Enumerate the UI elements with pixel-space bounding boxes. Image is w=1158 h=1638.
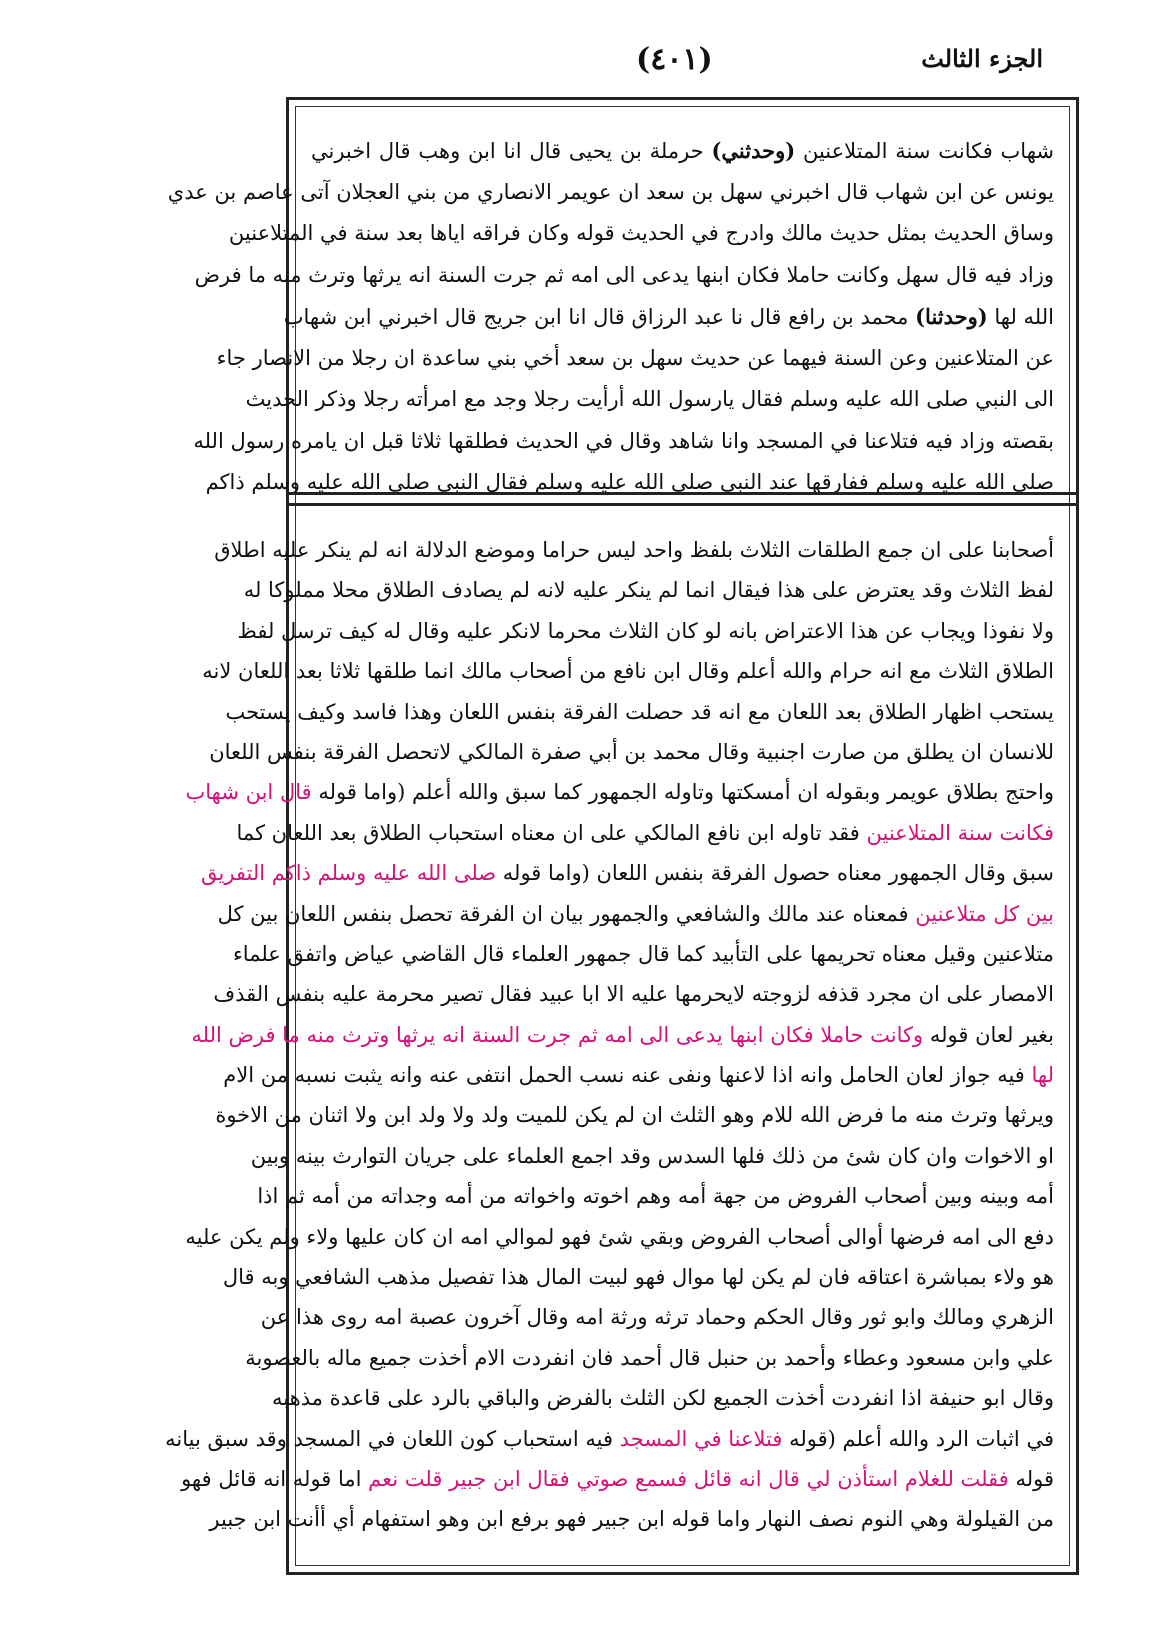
matn-line	[228, 213, 1054, 255]
sharh-line	[260, 1297, 1054, 1337]
sharh-line	[209, 1499, 1054, 1539]
text-run: الطلاق الثلاث مع انه حرام والله أعلم وقال ابن نافع من أصحاب مالك انما طلقها ثلاثا بعد اللعان لانه	[202, 659, 1054, 684]
sharh-line	[165, 1419, 1054, 1459]
sharh-line	[209, 732, 1054, 772]
matn-line	[193, 421, 1054, 463]
sharh-line	[232, 934, 1054, 974]
text-run: للانسان ان يطلق من صارت اجنبية وقال محمد بن أبي صفرة المالكي لاتحصل الفرقة بنفس اللعان	[209, 739, 1054, 764]
text-run: دفع الى امه فرضها أوالى أصحاب الفروض وبقي شئ فهو لموالي امه ان كان عليها ولاء ولم يكن عليه	[185, 1224, 1054, 1249]
text-run: فيه جواز لعان الحامل وانه اذا لاعنها ونفى عنه نسب الحمل انتفى عنه وانه يثبت نسبه من الام	[223, 1063, 1032, 1088]
sharh-line	[191, 1015, 1054, 1055]
matn-line	[245, 379, 1054, 421]
sharh-line	[243, 570, 1054, 610]
quoted-hadith-text: قال ابن شهاب	[185, 780, 312, 805]
matn-line	[283, 296, 1054, 338]
sharh-line	[181, 1459, 1054, 1499]
narration-marker: (وحدثنا)	[915, 304, 988, 329]
text-run: الزهري ومالك وابو ثور وقال الحكم وحماد ترثه ورثة امه وقال آخرون عصبة امه روى هذا عن	[260, 1305, 1054, 1330]
text-run: متلاعنين وقيل معناه تحريمها على التأبيد كما قال جمهور العلماء قال القاضي عياض واتفق علماء	[232, 941, 1054, 966]
text-run: بقصته وزاد فيه فتلاعنا في المسجد وانا شاهد وقال في الحديث فطلقها ثلاثا قبل ان يامره رسول الله	[193, 428, 1054, 453]
sharh-line	[214, 530, 1054, 570]
part-title: الجزء الثالث	[921, 44, 1043, 73]
text-run: فيه استحباب كون اللعان في المسجد وقد سبق بيانه	[165, 1426, 620, 1451]
text-run: فقد تاوله ابن نافع المالكي على ان معناه استحباب الطلاق بعد اللعان كما	[236, 820, 867, 845]
sharh-line	[222, 1257, 1054, 1297]
text-run: الى النبي صلى الله عليه وسلم فقال يارسول الله أرأيت رجلا وجد مع امرأته رجلا وذكر الحديث	[245, 387, 1054, 411]
quoted-hadith-text: فقلت للغلام استأذن لي قال انه قائل فسمع صوتي فقال ابن جبير قلت نعم	[368, 1466, 1009, 1491]
section-divider	[289, 492, 1076, 506]
sharh-line	[200, 853, 1054, 893]
matn-line	[167, 172, 1054, 214]
sharh-line	[257, 1176, 1054, 1216]
matn-line	[311, 130, 1054, 172]
text-run: سبق وقال الجمهور معناه حصول الفرقة بنفس اللعان (واما قوله	[496, 861, 1054, 886]
text-run: او الاخوات وان كان شئ من ذلك فلها السدس وقد اجمع العلماء على جريان التوارث بينه وبين	[250, 1143, 1054, 1168]
sharh-line	[215, 1095, 1054, 1135]
page-header	[286, 40, 1079, 90]
matn-line	[194, 255, 1054, 297]
text-run: ويرثها وترث منه ما فرض الله للام وهو الثلث ان لم يكن للميت ولد ولا ولد ابن ولا اثنان من الاخوة	[215, 1103, 1054, 1128]
text-run: صلى الله عليه وسلم ففارقها عند النبي صلى الله عليه وسلم فقال النبي صلى الله عليه وسلم ذاكم	[205, 470, 1054, 494]
sharh-line	[237, 611, 1054, 651]
text-run: عن المتلاعنين وعن السنة فيهما عن حديث سهل بن سعد أخي بني ساعدة ان رجلا من الانصار جاء	[216, 345, 1054, 370]
text-run: أصحابنا على ان جمع الطلقات الثلاث بلفظ واحد ليس حراما وموضع الدلالة انه لم ينكر عليه اطلاق	[214, 538, 1054, 562]
sharh-line	[202, 651, 1054, 691]
matn-text-block	[167, 130, 1054, 504]
sharh-line	[225, 692, 1054, 732]
text-run: بغير لعان قوله	[923, 1022, 1054, 1047]
text-run: هو ولاء بمباشرة اعتاقه فان لم يكن لها موال فهو لبيت المال هذا تفصيل مذهب الشافعي وبه قال	[222, 1265, 1054, 1290]
page-number: (٤٠١)	[636, 42, 713, 77]
sharh-line	[223, 1055, 1054, 1095]
text-run: فمعناه عند مالك والشافعي والجمهور بيان ان الفرقة تحصل بنفس اللعان بين كل	[217, 901, 916, 926]
text-run: يونس عن ابن شهاب قال اخبرني سهل بن سعد ان عويمر الانصاري من بني العجلان آتى عاصم بن عدي	[167, 179, 1054, 204]
quoted-hadith-text: صلى الله عليه وسلم ذاكم التفريق	[200, 861, 497, 886]
text-run: يستحب اظهار الطلاق بعد اللعان مع انه قد حصلت الفرقة بنفس اللعان وهذا فاسد وكيف يستحب	[225, 699, 1054, 724]
quoted-hadith-text: فتلاعنا في المسجد	[619, 1426, 783, 1451]
text-run: ولا نفوذا ويجاب عن هذا الاعتراض بانه لو كان الثلاث محرما لانكر عليه وقال له كيف ترسل لفظ	[237, 618, 1054, 643]
sharh-line	[236, 813, 1054, 853]
sharh-line	[245, 1338, 1054, 1378]
text-run: علي وابن مسعود وعطاء وأحمد بن حنبل قال أحمد فان انفردت الام أخذت جميع ماله بالعصوبة	[245, 1345, 1054, 1370]
text-run: لفظ الثلاث وقد يعترض على هذا فيقال انما لم ينكر عليه لانه لم يصادف الطلاق محلا مملوكا له	[243, 578, 1054, 603]
text-run: الامصار على ان مجرد قذفه لزوجته لايحرمها عليه الا ابا عبيد فقال تصير محرمة عليه بنفس القذف	[213, 982, 1054, 1007]
page-frame	[165, 97, 1079, 1575]
text-run: أمه وبينه وبين أصحاب الفروض من جهة أمه وهم اخوته واخواته من أمه وجداته من أمه ثم اذا	[257, 1184, 1054, 1209]
text-run: وساق الحديث بمثل حديث مالك وادرج في الحديث قوله وكان فراقه اياها بعد سنة في المتلاعنين	[228, 221, 1054, 245]
sharh-line	[185, 1217, 1054, 1257]
sharh-line	[217, 894, 1054, 934]
text-run: الله لها	[987, 305, 1054, 329]
matn-line	[216, 338, 1054, 380]
text-run: واحتج بطلاق عويمر وبقوله ان أمسكتها وتاوله الجمهور كما سبق والله أعلم (واما قوله	[311, 780, 1054, 805]
text-run: قوله	[1008, 1466, 1054, 1491]
sharh-line	[272, 1378, 1054, 1418]
text-run: وقال ابو حنيفة اذا انفردت أخذت الجميع لكن الثلث بالفرض والباقي بالرد على قاعدة مذهبه	[272, 1386, 1054, 1411]
quoted-hadith-text: لها	[1031, 1063, 1054, 1088]
sharh-line	[213, 974, 1054, 1014]
text-run: محمد بن رافع قال نا عبد الرزاق قال انا ابن جريج قال اخبرني ابن شهاب	[283, 305, 916, 329]
text-run: اما قوله انه قائل فهو	[181, 1466, 369, 1491]
sharh-commentary-block	[165, 530, 1054, 1540]
text-run: في اثبات الرد والله أعلم (قوله	[782, 1426, 1054, 1451]
quoted-hadith-text: فكانت سنة المتلاعنين	[866, 820, 1054, 845]
text-run: شهاب فكانت سنة المتلاعنين	[795, 139, 1054, 163]
text-run: حرملة بن يحيى قال انا ابن وهب قال اخبرني	[311, 139, 712, 163]
sharh-line	[250, 1136, 1054, 1176]
quoted-hadith-text: بين كل متلاعنين	[915, 901, 1054, 926]
sharh-line	[185, 772, 1054, 812]
quoted-hadith-text: وكانت حاملا فكان ابنها يدعى الى امه ثم جرت السنة انه يرثها وترث منه ما فرض الله	[191, 1022, 924, 1047]
text-run: وزاد فيه قال سهل وكانت حاملا فكان ابنها يدعى الى امه ثم جرت السنة انه يرثها وترث منه ما فرض	[194, 262, 1054, 287]
narration-marker: (وحدثني)	[711, 138, 796, 163]
text-run: من القيلولة وهي النوم نصف النهار واما قوله ابن جبير فهو برفع ابن وهو استفهام أي أأنت ابن جبير	[209, 1507, 1054, 1532]
